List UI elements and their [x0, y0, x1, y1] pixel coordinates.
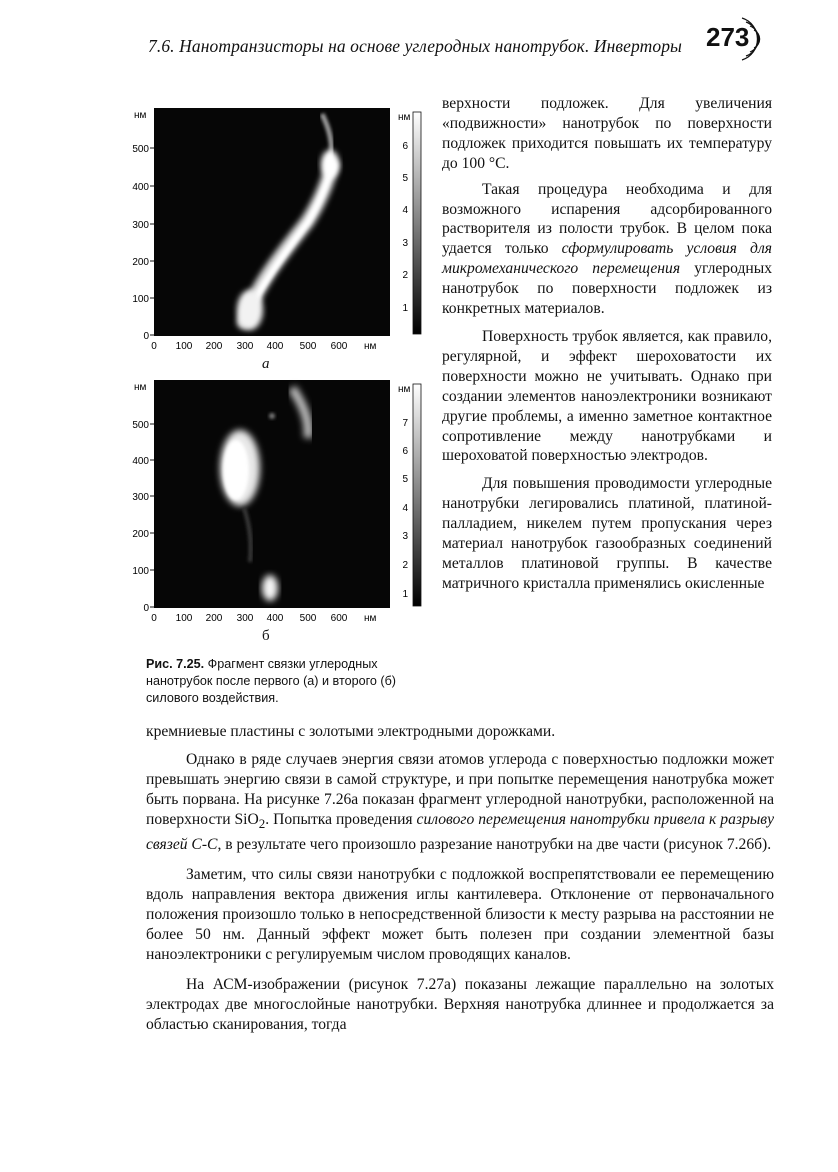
panel-b-ytick: 400 [132, 456, 149, 467]
paragraph: На АСМ-изображении (рисунок 7.27а) показаны лежащие параллельно на золотых электродах две многослойные нанотрубки. Верхняя нанотрубка длиннее и продолжается за областью сканирования, тогда [146, 976, 774, 1034]
paragraph: Для повышения проводимости углеродные нанотрубки легировались платиной, платиной-палладием, никелем путем пропускания через материал нанотрубок газообразных соединений металлов платиновой группы. В качестве матричного кристалла применялись окисленные [442, 475, 772, 592]
paragraph-text: углеродных нанотрубок по поверхности подложек из конкретных материалов. [442, 260, 772, 318]
figure-panel-b [132, 376, 432, 626]
panel-a-scale-tick: 1 [402, 303, 408, 314]
paragraph-continuation: кремниевые пластины с золотыми электродными дорожками. [146, 723, 556, 740]
panel-b-xtick: 0 [151, 613, 157, 624]
panel-b-x-unit: нм [364, 613, 377, 624]
panel-b-xtick: 600 [330, 613, 348, 624]
right-column-text [442, 94, 772, 594]
panel-a-ytick: 0 [143, 331, 149, 342]
panel-b-label: б [262, 628, 270, 644]
paragraph: верхности подложек. Для увеличения «подвижности» нанотрубок по поверхности подложек приходится повышать их температуру до 100 °С. [442, 95, 772, 172]
paragraph: Заметим, что силы связи нанотрубки с подложкой воспрепятствовали ее перемещению вдоль направления вектора движения иглы кантилевера. Отклонение от первоначального положения произошло только в непосредственной близости к месту разрыва на расстоянии не более 50 нм. Данный эффект может быть полезен при создании элементной базы наноэлектроники с регулируемым числом проводящих каналов. [146, 865, 774, 964]
panel-b-ytick: 100 [132, 566, 149, 577]
panel-a-scale-tick: 3 [402, 238, 408, 249]
panel-b-ytick: 500 [132, 420, 149, 431]
panel-a-xtick: 600 [330, 341, 348, 352]
panel-b-x-ticks [151, 613, 376, 624]
panel-b-scale-tick: 5 [402, 474, 408, 485]
panel-b-xtick: 400 [266, 613, 284, 624]
panel-b-scale-tick: 6 [402, 446, 408, 457]
figure-caption [146, 656, 416, 707]
paragraph [146, 750, 774, 855]
panel-a-scale-unit: нм [398, 112, 411, 123]
panel-a-ytick: 100 [132, 294, 149, 305]
panel-a-label: а [262, 356, 270, 372]
figure-panel-a [132, 104, 432, 354]
panel-a-ytick: 200 [132, 257, 149, 268]
panel-b-scale-unit: нм [398, 384, 411, 395]
subscript: 2 [258, 816, 266, 832]
panel-a-xtick: 400 [266, 341, 284, 352]
panel-a-height-scale [398, 112, 421, 334]
panel-b-scale-tick: 7 [402, 418, 408, 429]
panel-a-scale-tick: 2 [402, 270, 408, 281]
caption-text: Фрагмент связки углеродных нанотрубок после первого (а) и второго (б) силового воздействия. [146, 657, 397, 705]
panel-b-xtick: 300 [236, 613, 254, 624]
paragraph-text: Однако в ряде случаев энергия связи атомов углерода с поверхностью подложки может превышать энергию связи в самой структуре, и при попытке перемещения нанотрубка может быть порвана. На рисунке 7.26а показан фрагмент углеродной нанотрубки, расположенной на поверхности SiO [146, 751, 774, 829]
paragraph-text: Такая процедура необходима и для возможного испарения адсорбированного растворителя из полости трубок. В целом пока удается только [442, 180, 772, 258]
panel-b-scale-tick: 4 [402, 503, 408, 514]
panel-b-ytick: 0 [143, 603, 149, 614]
page-number: 273 [706, 22, 750, 52]
panel-b-scale-tick: 2 [402, 560, 408, 571]
panel-a-ytick: 500 [132, 144, 149, 155]
panel-a-afm-image [154, 108, 390, 336]
page-number-ornament [738, 14, 778, 64]
panel-b-ytick: 200 [132, 529, 149, 540]
paragraph-emphasis: силового перемещения нанотрубки привела к разрыву связей С-С [146, 811, 774, 853]
panel-b-y-unit: нм [134, 382, 147, 393]
panel-a-x-unit: нм [364, 341, 377, 352]
panel-b-xtick: 200 [205, 613, 223, 624]
body-text [146, 722, 774, 1035]
panel-a-xtick: 0 [151, 341, 157, 352]
paragraph: Поверхность трубок является, как правило, регулярной, и эффект шероховатости их поверхности можно не учитывать. Однако при создании элементов наноэлектроники возникают другие проблемы, а именно заметное контактное сопротивление между нанотрубками и шероховатой поверхностью электродов. [442, 327, 772, 465]
panel-b-scale-tick: 3 [402, 531, 408, 542]
panel-a-y-unit: нм [134, 110, 147, 121]
panel-b-xtick: 100 [175, 613, 193, 624]
panel-b-scale-tick: 1 [402, 589, 408, 600]
panel-a-xtick: 200 [205, 341, 223, 352]
paragraph-text: . Попытка проведения [265, 811, 417, 829]
panel-a-scale-tick: 6 [402, 141, 408, 152]
panel-b-y-ticks [132, 420, 154, 614]
panel-a-x-ticks [151, 341, 376, 352]
panel-a-scale-tick: 5 [402, 173, 408, 184]
panel-a-scale-tick: 4 [402, 205, 408, 216]
running-title: 7.6. Нанотранзисторы на основе углеродных нанотрубок. Инверторы [148, 36, 682, 56]
panel-a-ytick: 300 [132, 220, 149, 231]
panel-a-y-ticks [132, 144, 154, 342]
panel-a-xtick: 500 [299, 341, 317, 352]
paragraph-text: , в результате чего произошло разрезание нанотрубки на две части (рисунок 7.26б). [217, 835, 772, 853]
panel-b-ytick: 300 [132, 492, 149, 503]
paragraph-emphasis: сформулировать условия для микромеханического перемещения [442, 240, 772, 278]
panel-a-xtick: 100 [175, 341, 193, 352]
caption-label: Рис. 7.25. [146, 657, 205, 671]
panel-a-xtick: 300 [236, 341, 254, 352]
paragraph [442, 180, 772, 319]
panel-b-xtick: 500 [299, 613, 317, 624]
panel-b-height-scale [398, 384, 421, 606]
panel-a-ytick: 400 [132, 182, 149, 193]
